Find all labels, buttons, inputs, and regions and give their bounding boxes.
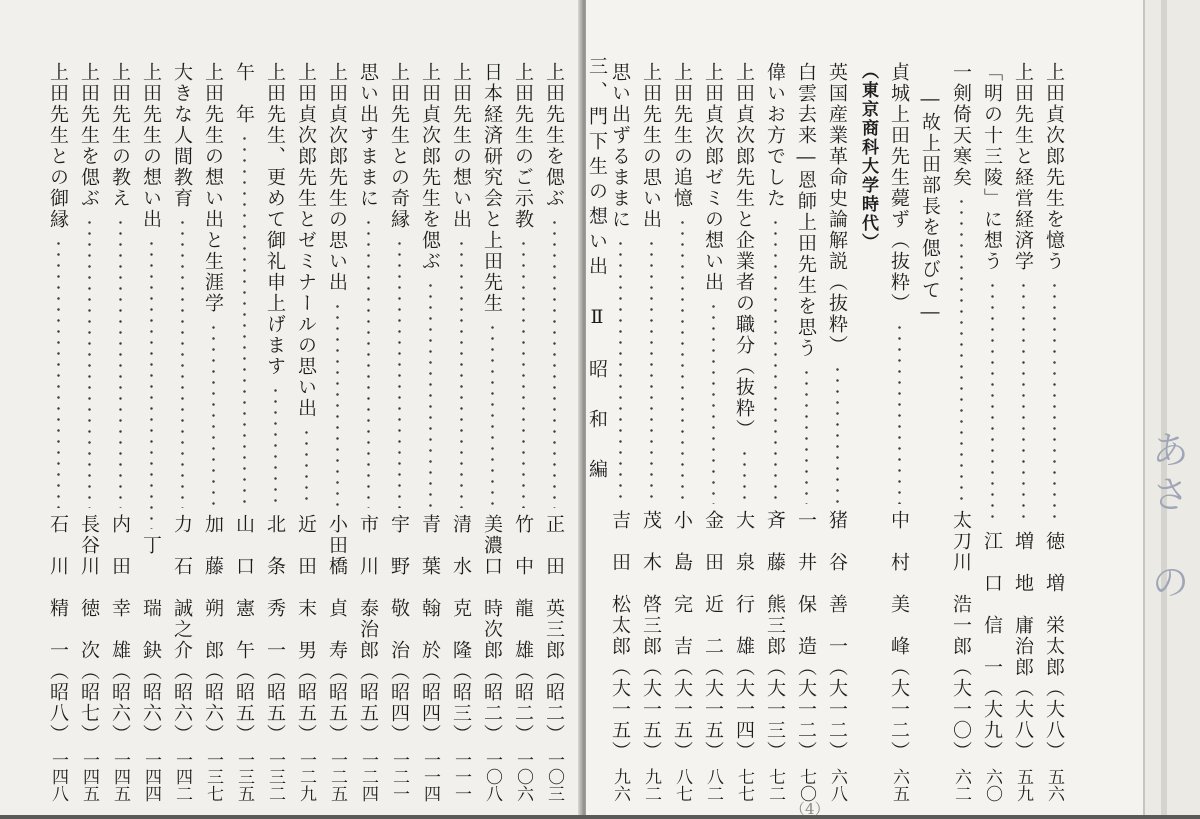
section-heading [586,56,610,796]
entry-title: 日本経済研究会と上田先生 [481,62,503,314]
entry-page: 一四五 [110,751,130,802]
entry-author: 加 藤 朔 郎（昭六） [202,514,224,745]
entry-author: 力 石 誠之介（昭六） [171,514,193,745]
entry-page: 一二五 [327,751,347,802]
toc-entry [138,62,164,802]
entry-page: 六八 [827,768,847,802]
entry-page: 六五 [889,768,909,802]
entry-title: 英国産業革命史論解説（抜粋） [826,62,848,356]
entry-author: 大 泉 行 雄（大一四） [733,510,755,762]
entry-page: 九二 [641,768,661,802]
entry-author: 北 条 秀 一（昭五） [264,514,286,745]
entry-title: 上田先生のご示教 [512,62,534,230]
toc-entry [169,62,195,802]
leader-dots [553,217,556,508]
entry-title: 「明の十三陵」に想う [981,62,1003,272]
right-page [586,0,1143,815]
entry-title: 上田先生の追憶 [671,62,693,209]
entry-title: 上田先生を偲ぶ [78,62,100,209]
era-heading [855,62,881,802]
toc-entry [948,62,974,802]
entry-title: 上田先生の思い出 [640,62,662,230]
toc-entry [479,62,505,802]
toc-entry-subtitle [917,88,943,815]
leader-dots [491,322,494,508]
leader-dots [898,322,901,504]
entry-author: 増 地 庸治郎（大八） [1012,531,1034,762]
leader-dots [836,364,839,504]
toc-entry [731,62,757,802]
entry-author: 竹 中 龍 雄（昭二） [512,514,534,745]
entry-page: 一二一 [389,751,409,802]
entry-author: 清 水 克 隆（昭三） [450,514,472,745]
entry-title: 上田貞次郎先生とゼミナールの思い出 [295,62,317,419]
entry-author: 茂 木 啓三郎（大一五） [640,510,662,762]
toc-entry [386,62,412,802]
toc-entry [231,62,257,802]
entry-page: 七〇 [796,768,816,802]
entry-page: 一一四 [420,751,440,802]
entry-author: 青 葉 翰 於（昭四） [419,514,441,745]
entry-title: 上田先生との御縁 [47,62,69,230]
entry-author: 長谷川 徳 次（昭七） [78,514,100,745]
entry-title: 上田先生を偲ぶ [543,62,565,209]
entry-title: 上田貞次郎先生を憶う [1043,62,1065,272]
leader-dots [243,133,246,508]
entry-author: 美濃口 時次郎（昭二） [481,514,503,745]
entry-page: 九六 [610,768,630,802]
toc-entry [293,62,319,802]
entry-title: 上田先生、更めて御礼申上げます [264,62,286,377]
section-heading-text: 三、門下生の想い出 Ⅱ 昭 和 編 [586,56,608,484]
leader-dots [181,217,184,508]
leader-dots [88,217,91,508]
entry-author: 正 田 英三郎（昭二） [543,514,565,745]
entry-title: 白雲去来―恩師上田先生を思う [795,62,817,359]
entry-author: 吉 田 松太郎（大一五） [609,510,631,762]
entry-title: 一剣倚天寒矣 [950,62,972,188]
leader-dots [774,217,777,504]
entry-title: 上田先生との奇縁 [388,62,410,230]
toc-entry [541,62,567,802]
entry-title: 思い出すままに [357,62,379,209]
leader-dots [805,367,808,504]
entry-author: 金 田 近 二（大一五） [702,510,724,762]
entry-author: 石 川 精 一（昭八） [47,514,69,745]
leader-dots [743,448,746,504]
entry-page: 六二 [951,768,971,802]
leader-dots [367,217,370,508]
entry-page: 一〇八 [482,751,502,802]
entry-title: 午 年 [233,62,255,125]
entry-page: 一三二 [265,751,285,802]
entry-title: 上田先生の想い出 [140,62,162,230]
entry-author: 丁 瑞 鈌（昭六） [140,535,162,745]
back-cover-edge [1143,0,1200,815]
leader-dots [650,238,653,504]
leader-dots [274,385,277,508]
toc-entry [638,62,664,802]
toc-entry [45,62,71,802]
entry-page: 一三五 [234,751,254,802]
toc-entry [762,62,788,802]
leader-dots [57,238,60,508]
toc-entry [824,62,850,802]
entry-page: 一一一 [451,751,471,802]
entry-title: 偉いお方でした [764,62,786,209]
leader-dots [336,301,339,508]
entry-author: 小田橋 貞 寿（昭五） [326,514,348,745]
entry-page: 五六 [1044,768,1064,802]
entry-author: 太刀川 浩一郎（大一〇） [950,510,972,762]
entry-author: 猪 谷 善 一（大一二） [826,510,848,762]
leader-dots [429,280,432,508]
toc-entry [76,62,102,802]
era-heading-text: （東京商科大学時代） [858,62,878,252]
entry-page: 八二 [703,768,723,802]
toc-entry [355,62,381,802]
leader-dots [960,196,963,504]
leader-dots [460,238,463,508]
entry-page: 一二四 [358,751,378,802]
entry-author: 市 川 泰治郎（昭五） [357,514,379,745]
entry-subtitle: ―故上田部長を偲びて― [919,88,941,325]
entry-title: 上田貞次郎先生を偲ぶ [419,62,441,272]
toc-entry [107,62,133,802]
page-number-footer: （4） [790,800,830,818]
entry-title: 上田先生の教え [109,62,131,209]
entry-author: 斉 藤 熊三郎（大一三） [764,510,786,762]
toc-entry [669,62,695,802]
entry-page: 六〇 [982,768,1002,802]
entry-author: 徳 増 栄太郎（大八） [1043,531,1065,762]
toc-entry [1010,62,1036,802]
entry-title: 大きな人間教育 [171,62,193,209]
toc-entry [793,62,819,802]
toc-entry [886,62,912,802]
entry-author: 中 村 美 峰（大一二） [888,510,910,762]
entry-page: 一四八 [48,751,68,802]
entry-title: 上田先生の想い出 [450,62,472,230]
leader-dots [522,238,525,508]
leader-dots [1022,280,1025,525]
toc-entry [417,62,443,802]
entry-author: 山 口 憲 午（昭五） [233,514,255,745]
toc-entry [607,62,633,802]
toc-entry [510,62,536,802]
toc-entry [262,62,288,802]
entry-page: 一四二 [172,751,192,802]
entry-author: 近 田 末 男（昭五） [295,514,317,745]
toc-entry [700,62,726,802]
entry-title: 上田先生の想い出と生涯学 [202,62,224,314]
handwritten-note: あさ の [1145,430,1189,606]
toc-entry [324,62,350,802]
entry-page: 一四五 [79,751,99,802]
toc-entry [979,62,1005,802]
entry-author: 一 井 保 造（大一二） [795,510,817,762]
toc-entry [448,62,474,802]
entry-author: 江 口 信 一（大九） [981,531,1003,762]
entry-page: 七七 [734,768,754,802]
left-page [0,0,582,815]
entry-title: 上田貞次郎先生と企業者の職分（抜粋） [733,62,755,440]
entry-page: 五九 [1013,768,1033,802]
entry-title: 思い出ずるままに [609,62,631,230]
leader-dots [305,427,308,508]
leader-dots [212,322,215,508]
entry-title: 上田貞次郎先生の思い出 [326,62,348,293]
entry-author: 宇 野 敬 治（昭四） [388,514,410,745]
entry-title: 上田先生と経営経済学 [1012,62,1034,272]
toc-entry [1041,62,1067,802]
leader-dots [119,217,122,508]
leader-dots [398,238,401,508]
entry-page: 一二九 [296,751,316,802]
leader-dots [681,217,684,504]
entry-page: 一三七 [203,751,223,802]
leader-dots [991,280,994,525]
entry-page: 七二 [765,768,785,802]
leader-dots [1053,280,1056,525]
entry-title: 上田貞次郎ゼミの想い出 [702,62,724,293]
leader-dots [712,301,715,504]
entry-title: 貞城上田先生薨ず（抜粋） [888,62,910,314]
leader-dots [150,238,153,529]
entry-author: 内 田 幸 雄（昭六） [109,514,131,745]
entry-page: 一〇六 [513,751,533,802]
entry-page: 八七 [672,768,692,802]
leader-dots [619,238,622,504]
entry-page: 一四四 [141,751,161,802]
entry-page: 一〇三 [544,751,564,802]
toc-entry [200,62,226,802]
cover-strip [1161,0,1167,815]
entry-author: 小 島 完 吉（大一五） [671,510,693,762]
